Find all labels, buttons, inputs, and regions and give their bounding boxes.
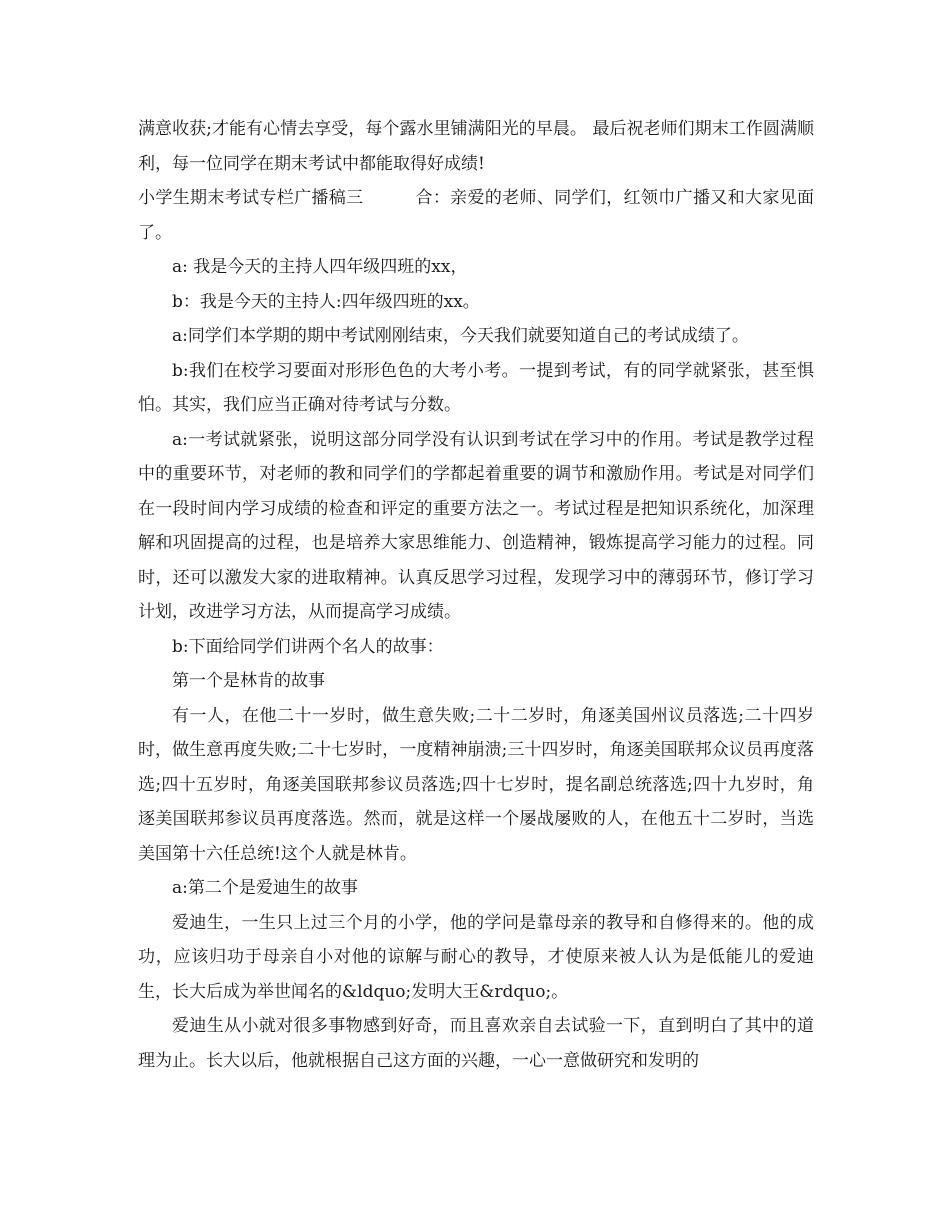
paragraph-host-b: b：我是今天的主持人:四年级四班的xx。 bbox=[172, 291, 480, 312]
paragraph-exam-role: a:一考试就紧张，说明这部分同学没有认识到考试在学习中的作用。考试是教学过程中的重要环节，对老师的教和同学们的学都起着重要的调节和激励作用。考试是对同学们在一段时间内学习成绩的检查和评定的重要方法之一。考试过程是把知识系统化，加深理解和巩固提高的过程，也是培养大家思维能力、创造精神，锻炼提高学习能力的过程。同时，还可以激发大家的进取精神。认真反思学习过程，发现学习中的薄弱环节，修订学习计划，改进学习方法，从而提高学习成绩。 bbox=[138, 429, 814, 622]
paragraph-edison-title: a:第二个是爱迪生的故事 bbox=[172, 878, 358, 898]
paragraph-host-a: a: 我是今天的主持人四年级四班的xx， bbox=[172, 257, 468, 277]
paragraph-exam-attitude: b:我们在校学习要面对形形色色的大考小考。一提到考试，有的同学就紧张，甚至惧怕。其实，我们应当正确对待考试与分数。 bbox=[138, 360, 814, 415]
document-body bbox=[138, 112, 814, 1078]
paragraph-stories-intro: b:下面给同学们讲两个名人的故事： bbox=[172, 636, 444, 657]
paragraph-lincoln-story: 有一人，在他二十一岁时，做生意失败;二十二岁时，角逐美国州议员落选;二十四岁时，做生意再度失败;二十七岁时，一度精神崩溃;三十四岁时，角逐美国联邦众议员再度落选;四十五岁时，角逐美国联邦参议员落选;四十七岁时，提名副总统落选;四十九岁时，角逐美国联邦参议员再度落选。然而，就是这样一个屡战屡败的人，在他五十二岁时，当选美国第十六任总统!这个人就是林肯。 bbox=[138, 705, 814, 864]
paragraph-midterm: a:同学们本学期的期中考试刚刚结束，今天我们就要知道自己的考试成绩了。 bbox=[172, 326, 749, 346]
paragraph-edison-curiosity: 爱迪生从小就对很多事物感到好奇，而且喜欢亲自去试验一下，直到明白了其中的道理为止。长大以后，他就根据自己这方面的兴趣，一心一意做研究和发明的 bbox=[138, 1016, 814, 1071]
paragraph-heading-broadcast-three: 小学生期末考试专栏广播稿三 合：亲爱的老师、同学们，红领巾广播又和大家见面了。 bbox=[138, 188, 814, 243]
paragraph-lincoln-title: 第一个是林肯的故事 bbox=[172, 671, 325, 691]
paragraph-edison-story: 爱迪生，一生只上过三个月的小学，他的学问是靠母亲的教导和自修得来的。他的成功，应该归功于母亲自小对他的谅解与耐心的教导，才使原来被人认为是低能儿的爱迪生，长大后成为举世闻名的&ldquo;发明大王&rdquo;。 bbox=[138, 912, 814, 1002]
paragraph-closing: 满意收获;才能有心情去享受，每个露水里铺满阳光的早晨。 最后祝老师们期末工作圆满顺利，每一位同学在期末考试中都能取得好成绩! bbox=[138, 119, 814, 174]
